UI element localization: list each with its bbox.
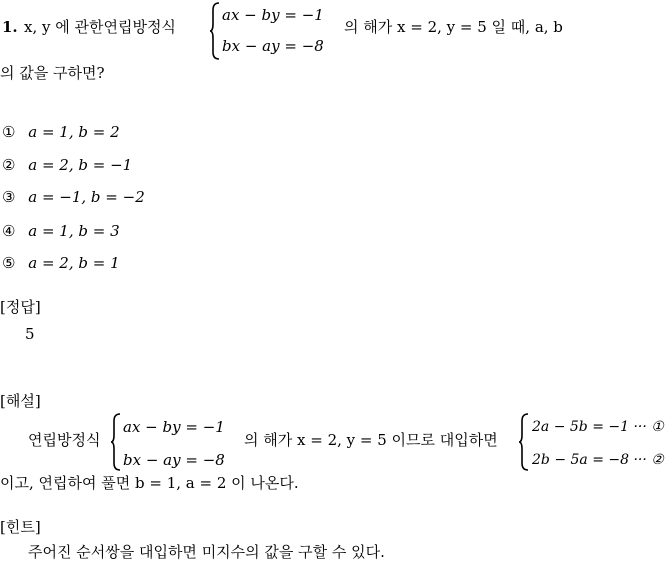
choice-mark: ④ (2, 222, 16, 240)
explanation-middle: 의 해가 x = 2, y = 5 이므로 대입하면 (244, 431, 498, 449)
choice-item-4[interactable] (2, 224, 120, 239)
choice-mark: ① (2, 123, 16, 141)
explanation-conclusion: 이고, 연립하여 풀면 b = 1, a = 2 이 나온다. (0, 474, 299, 492)
choice-text: a = 1, b = 3 (28, 222, 120, 240)
choice-text: a = −1, b = −2 (28, 188, 145, 206)
choice-mark: ⑤ (2, 254, 16, 272)
answer-label: [정답] (0, 298, 41, 316)
left-brace (209, 2, 221, 60)
hint-text: 주어진 순서쌍을 대입하면 미지수의 값을 구할 수 있다. (28, 543, 385, 561)
problem-condition: 의 해가 x = 2, y = 5 일 때, a, b (344, 18, 563, 36)
choice-mark: ② (2, 156, 16, 174)
problem-intro: x, y 에 관한연립방정식 (24, 18, 176, 36)
choice-item-3[interactable] (2, 190, 145, 205)
left-brace (518, 413, 530, 471)
result-equation-2: 2b − 5a = −8 ··· ② (532, 452, 664, 468)
choice-item-1[interactable] (2, 125, 120, 140)
result-equation-1: 2a − 5b = −1 ··· ① (532, 419, 664, 435)
choice-item-2[interactable] (2, 158, 132, 173)
choice-text: a = 2, b = −1 (28, 156, 133, 174)
problem-number: 1. (2, 18, 18, 36)
explanation-label: [해설] (0, 392, 41, 410)
left-brace (110, 413, 122, 471)
explanation-equation-1: ax − by = −1 (123, 418, 225, 436)
explanation-prefix: 연립방정식 (28, 431, 101, 449)
choice-text: a = 2, b = 1 (28, 254, 120, 272)
explanation-equation-2: bx − ay = −8 (123, 451, 225, 469)
system-equation-1: ax − by = −1 (222, 6, 324, 24)
choice-text: a = 1, b = 2 (28, 123, 120, 141)
choice-item-5[interactable] (2, 256, 120, 271)
system-equation-2: bx − ay = −8 (222, 37, 324, 55)
choice-mark: ③ (2, 188, 16, 206)
problem-question: 의 값을 구하면? (0, 64, 105, 82)
hint-label: [힌트] (0, 518, 41, 536)
answer-value: 5 (25, 325, 35, 343)
